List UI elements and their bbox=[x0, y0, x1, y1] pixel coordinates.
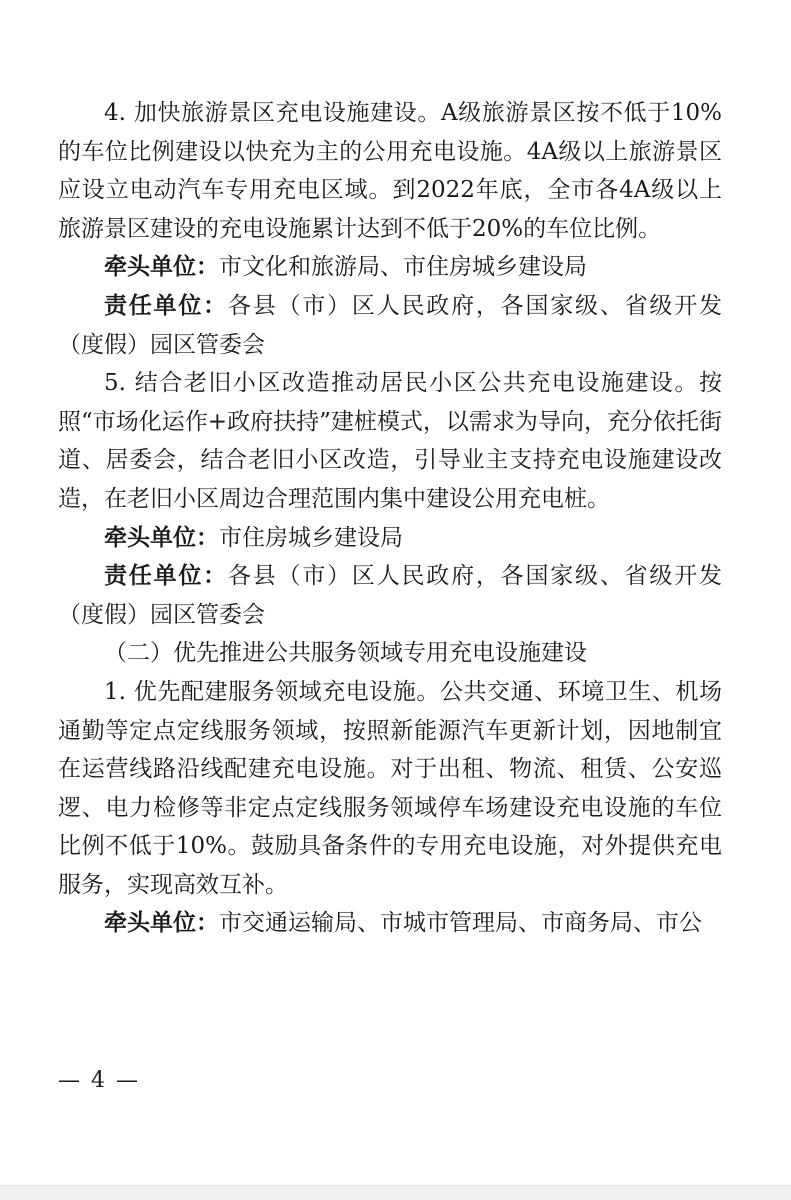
viewer-bottom-strip bbox=[0, 1185, 791, 1200]
lead-unit-text: 市文化和旅游局、市住房城乡建设局 bbox=[219, 254, 587, 281]
paragraph-text: 4. 加快旅游景区充电设施建设。A级旅游景区按不低于10%的车位比例建设以快充为主的公用充电设施。4A级以上旅游景区应设立电动汽车专用充电区域。到2022年底，全市各4A级以上旅游景区建设的充电设施累计达到不低于20%的车位比例。 bbox=[58, 100, 722, 242]
lead-unit-text: 市交通运输局、市城市管理局、市商务局、市公 bbox=[219, 910, 702, 937]
lead-unit-label: 牵头单位： bbox=[104, 524, 219, 551]
paragraph-old-community-charging bbox=[58, 364, 722, 518]
document-page bbox=[58, 94, 722, 943]
page-number: — 4 — bbox=[58, 1068, 140, 1093]
lead-unit-label: 牵头单位： bbox=[104, 254, 219, 281]
responsible-unit-label: 责任单位： bbox=[104, 563, 228, 590]
lead-unit-label: 牵头单位： bbox=[104, 910, 219, 937]
lead-unit-line bbox=[58, 519, 722, 558]
responsible-unit-text: 各县（市）区人民政府，各国家级、省级开发（度假）园区管委会 bbox=[58, 292, 723, 358]
lead-unit-text: 市住房城乡建设局 bbox=[219, 524, 403, 551]
paragraph-tourism-charging bbox=[58, 94, 722, 248]
lead-unit-line bbox=[58, 248, 722, 287]
section-heading bbox=[58, 634, 722, 673]
section-heading-text: （二）优先推进公共服务领域专用充电设施建设 bbox=[104, 640, 587, 667]
paragraph-text: 1. 优先配建服务领域充电设施。公共交通、环境卫生、机场通勤等定点定线服务领域，按照新能源汽车更新计划，因地制宜在运营线路沿线配建充电设施。对于出租、物流、租赁、公安巡逻、电力检修等非定点定线服务领域停车场建设充电设施的车位比例不低于10%。鼓励具备条件的专用充电设施，对外提供充电服务，实现高效互补。 bbox=[58, 678, 722, 898]
lead-unit-line bbox=[58, 904, 722, 943]
responsible-unit-line bbox=[58, 287, 722, 364]
paragraph-service-charging bbox=[58, 673, 722, 905]
responsible-unit-line bbox=[58, 557, 722, 634]
responsible-unit-text: 各县（市）区人民政府，各国家级、省级开发（度假）园区管委会 bbox=[58, 563, 723, 628]
paragraph-text: 5. 结合老旧小区改造推动居民小区公共充电设施建设。按照“市场化运作+政府扶持”建桩模式，以需求为导向，充分依托街道、居委会，结合老旧小区改造，引导业主支持充电设施建设改造，在老旧小区周边合理范围内集中建设公用充电桩。 bbox=[58, 370, 722, 512]
responsible-unit-label: 责任单位： bbox=[104, 292, 228, 319]
